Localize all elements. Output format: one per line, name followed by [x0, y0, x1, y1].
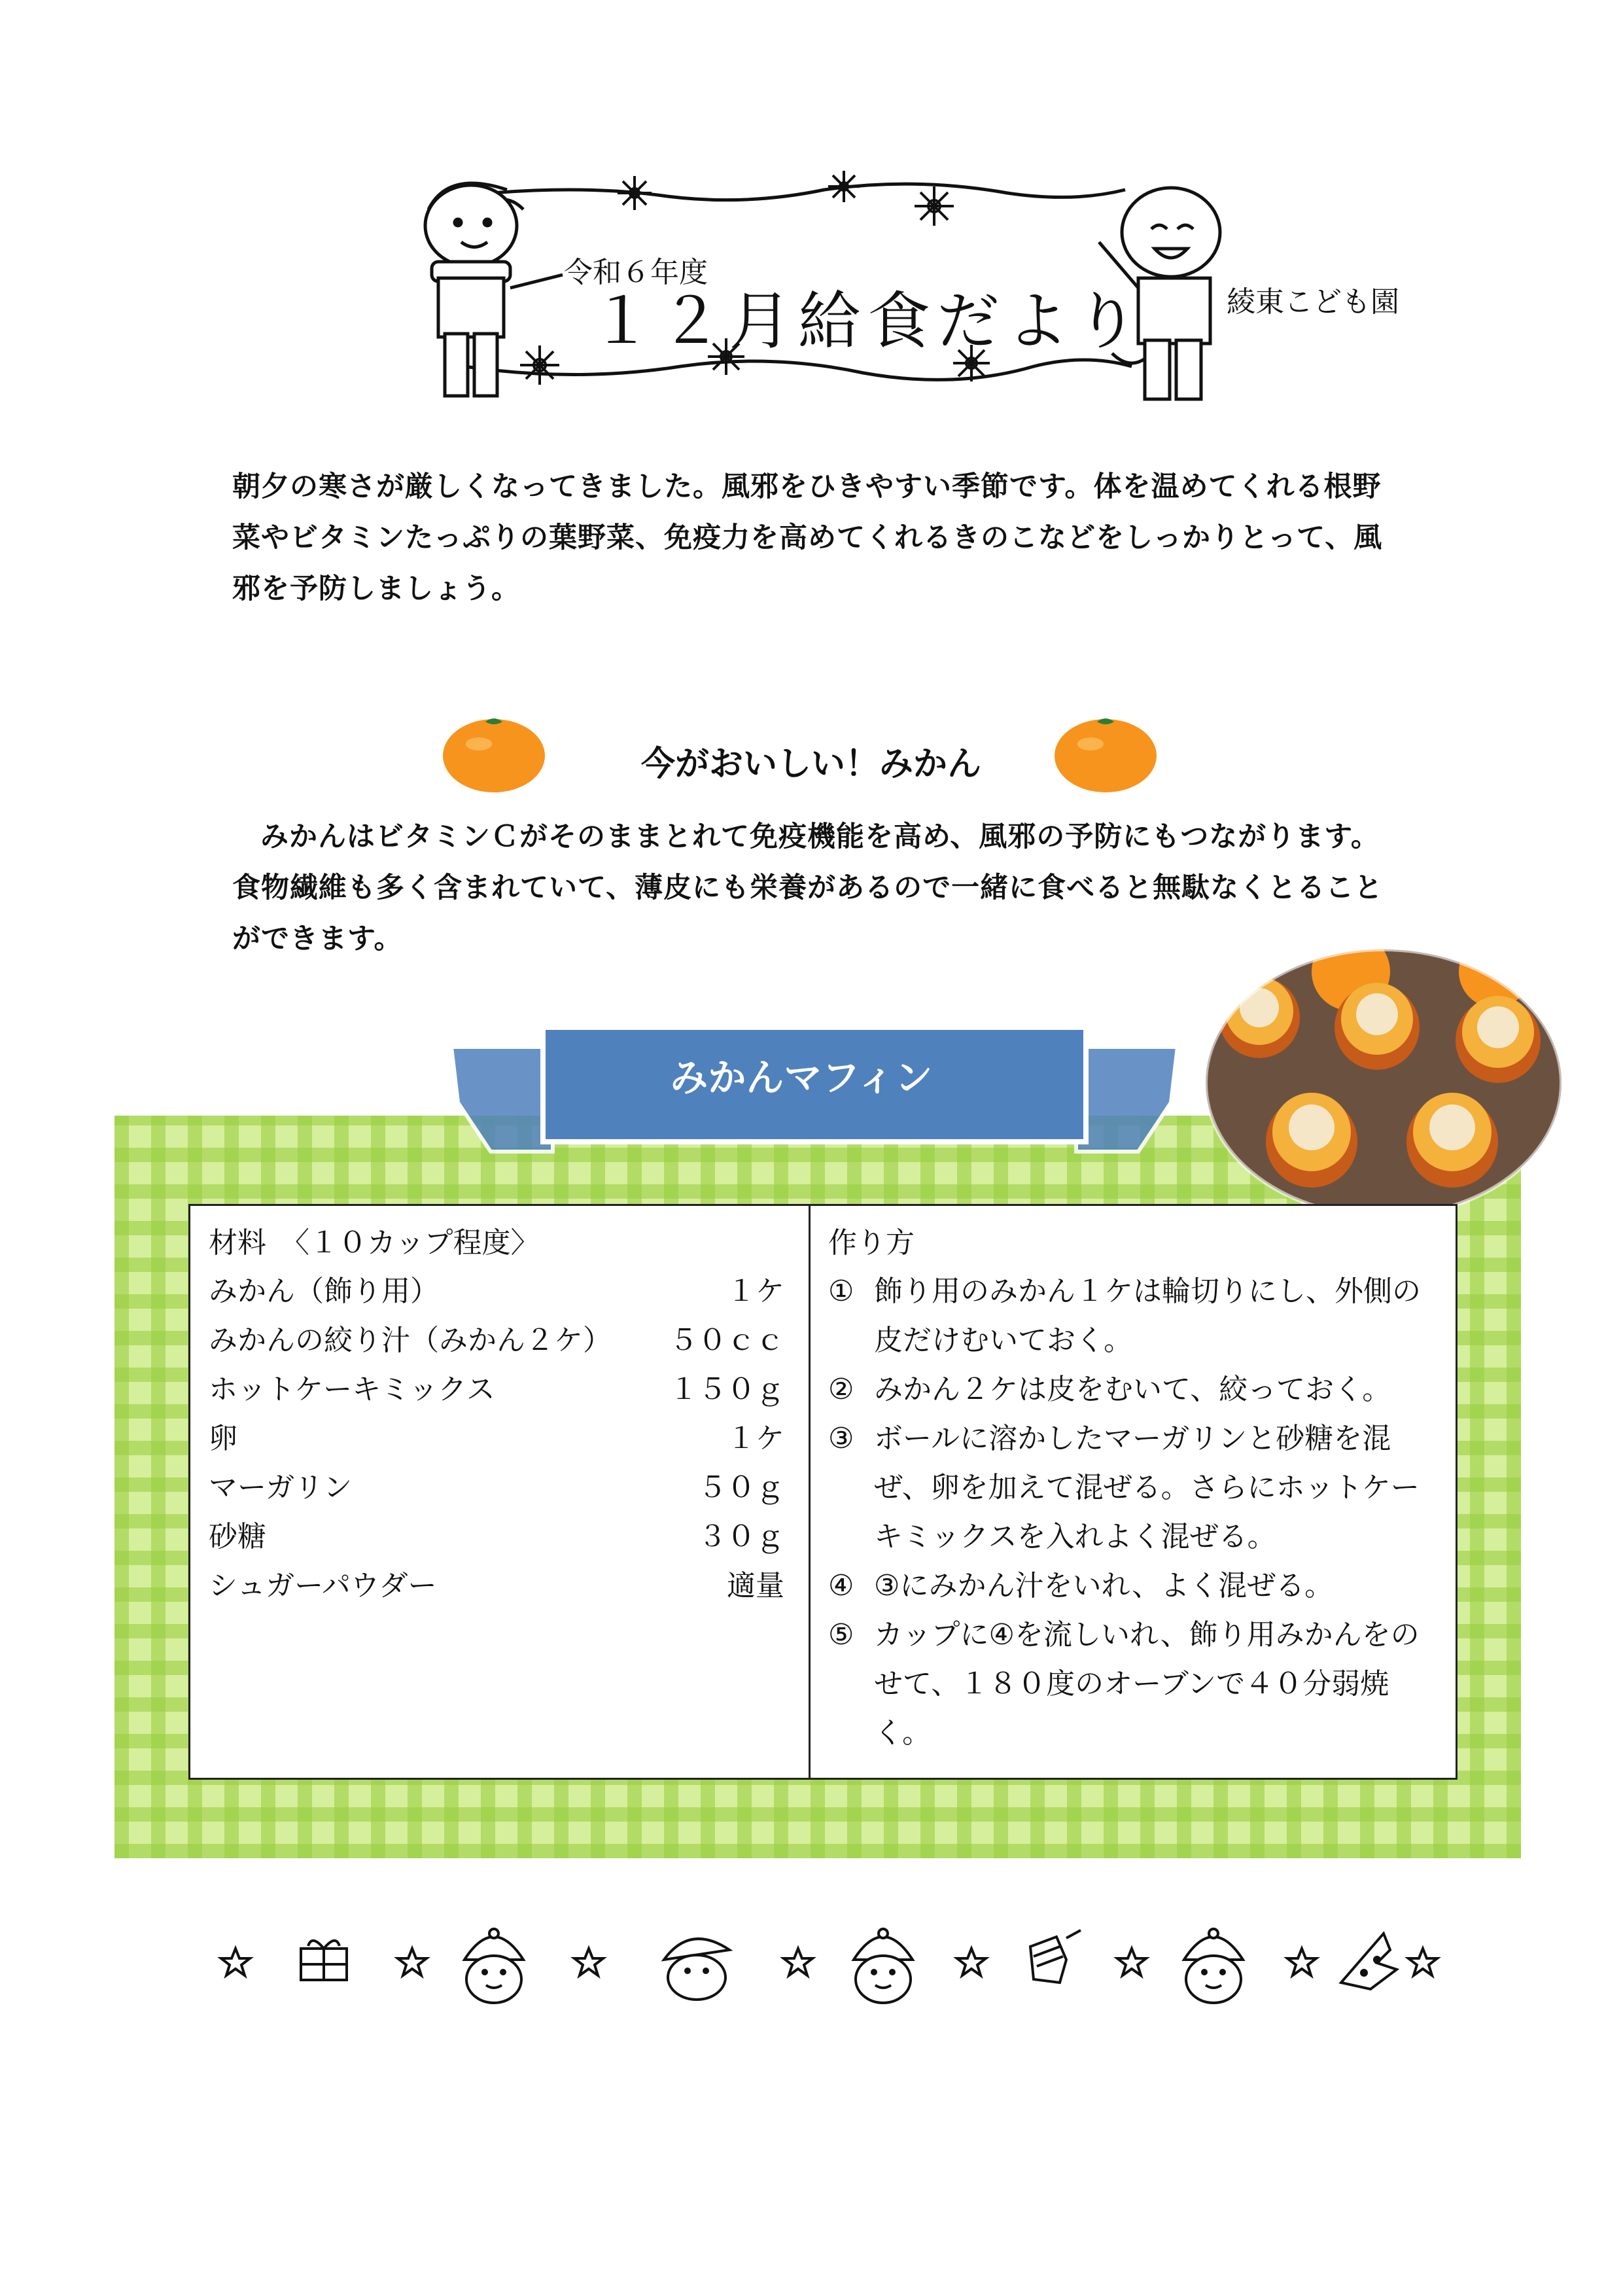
step-number: ① [828, 1275, 854, 1308]
step-number: ③ [828, 1422, 854, 1455]
step-text: ③にみかん汁をいれ、よく混ぜる。 [874, 1569, 1334, 1602]
star-icon [1287, 1949, 1316, 1975]
ingredient-row [209, 1463, 784, 1512]
step-text: ボールに溶かしたマーガリンと砂糖を混ぜ、卵を加えて混ぜる。さらにホットケーキミックスを入れよく混ぜる。 [874, 1422, 1420, 1553]
ingredients-column [209, 1219, 784, 1610]
step-item [828, 1365, 1443, 1414]
step-item [828, 1561, 1443, 1610]
star-icon [574, 1949, 603, 1975]
step-number: ④ [828, 1569, 854, 1602]
ingredient-row [209, 1512, 784, 1561]
ingredient-row [209, 1267, 784, 1316]
ingredients-header: 材料 〈１０カップ程度〉 [209, 1226, 540, 1260]
step-number: ② [828, 1373, 854, 1406]
recipe-title: みかんマフィン [670, 1055, 933, 1100]
orange-icon [1050, 710, 1161, 795]
orange-icon [438, 710, 550, 795]
header-banner [379, 157, 1269, 419]
ingredient-amount: １ケ [727, 1275, 784, 1308]
santa-face-icon [1184, 1929, 1243, 2003]
steps-header: 作り方 [828, 1226, 915, 1260]
tree-icon [1341, 1934, 1397, 1989]
star-icon [1117, 1949, 1146, 1975]
santa-face-icon [664, 1939, 729, 2000]
step-text: みかん２ケは皮をむいて、絞っておく。 [874, 1373, 1391, 1406]
ingredient-amount: ３０ｇ [698, 1520, 784, 1553]
muffin-photo [1200, 945, 1567, 1220]
fiscal-year: 令和６年度 [564, 256, 708, 289]
ingredient-name: みかんの絞り汁（みかん２ケ） [209, 1324, 612, 1357]
ingredient-row [209, 1316, 784, 1365]
ingredient-amount: １ケ [727, 1422, 784, 1455]
step-item [828, 1610, 1443, 1757]
star-icon [398, 1949, 427, 1975]
ingredient-row [209, 1561, 784, 1610]
mikan-paragraph: みかんはビタミンＣがそのままとれて免疫機能を高め、風邪の予防にもつながります。食物繊維も多く含まれていて、薄皮にも栄養があるので一緒に食べると無駄なくとることができます。 [232, 821, 1384, 955]
stocking-icon [1030, 1930, 1081, 1983]
ingredient-amount: ５０ｃｃ [669, 1324, 784, 1357]
ingredient-name: 卵 [209, 1422, 237, 1455]
footer-decoration [209, 1917, 1452, 2015]
ingredient-name: みかん（飾り用） [209, 1275, 439, 1308]
ingredient-amount: １５０ｇ [669, 1373, 784, 1406]
star-icon [221, 1949, 250, 1975]
steps-column [828, 1219, 1443, 1757]
star-icon [957, 1949, 986, 1975]
step-text: 飾り用のみかん１ケは輪切りにし、外側の皮だけむいておく。 [874, 1275, 1421, 1357]
recipe-table [188, 1204, 1457, 1780]
ingredient-amount: 適量 [727, 1569, 784, 1602]
intro-paragraph: 朝夕の寒さが厳しくなってきました。風邪をひきやすい季節です。体を温めてくれる根野菜やビタミンたっぷりの葉野菜、免疫力を高めてくれるきのこなどをしっかりとって、風邪を予防しましょう。 [232, 470, 1383, 605]
ingredient-row [209, 1365, 784, 1414]
santa-face-icon [464, 1929, 523, 2003]
section-heading-mikan: 今がおいしい！みかん [640, 745, 981, 784]
step-text: カップに④を流しいれ、飾り用みかんをのせて、１８０度のオーブンで４０分弱焼く。 [874, 1618, 1420, 1750]
santa-face-icon [854, 1929, 913, 2003]
school-name: 綾東こども園 [1227, 285, 1399, 319]
ingredient-row [209, 1414, 784, 1463]
step-item [828, 1414, 1443, 1561]
step-item [828, 1267, 1443, 1365]
page-title: １２月給食だより [590, 285, 1145, 358]
star-icon [1408, 1949, 1437, 1975]
ingredient-name: 砂糖 [209, 1520, 266, 1553]
gift-icon [301, 1941, 347, 1980]
ingredient-name: シュガーパウダー [209, 1569, 437, 1602]
star-icon [784, 1949, 812, 1975]
ingredient-name: マーガリン [209, 1471, 353, 1504]
ingredient-name: ホットケーキミックス [209, 1373, 495, 1406]
ingredient-amount: ５０ｇ [698, 1471, 784, 1504]
step-number: ⑤ [828, 1618, 854, 1651]
table-divider [809, 1206, 811, 1778]
